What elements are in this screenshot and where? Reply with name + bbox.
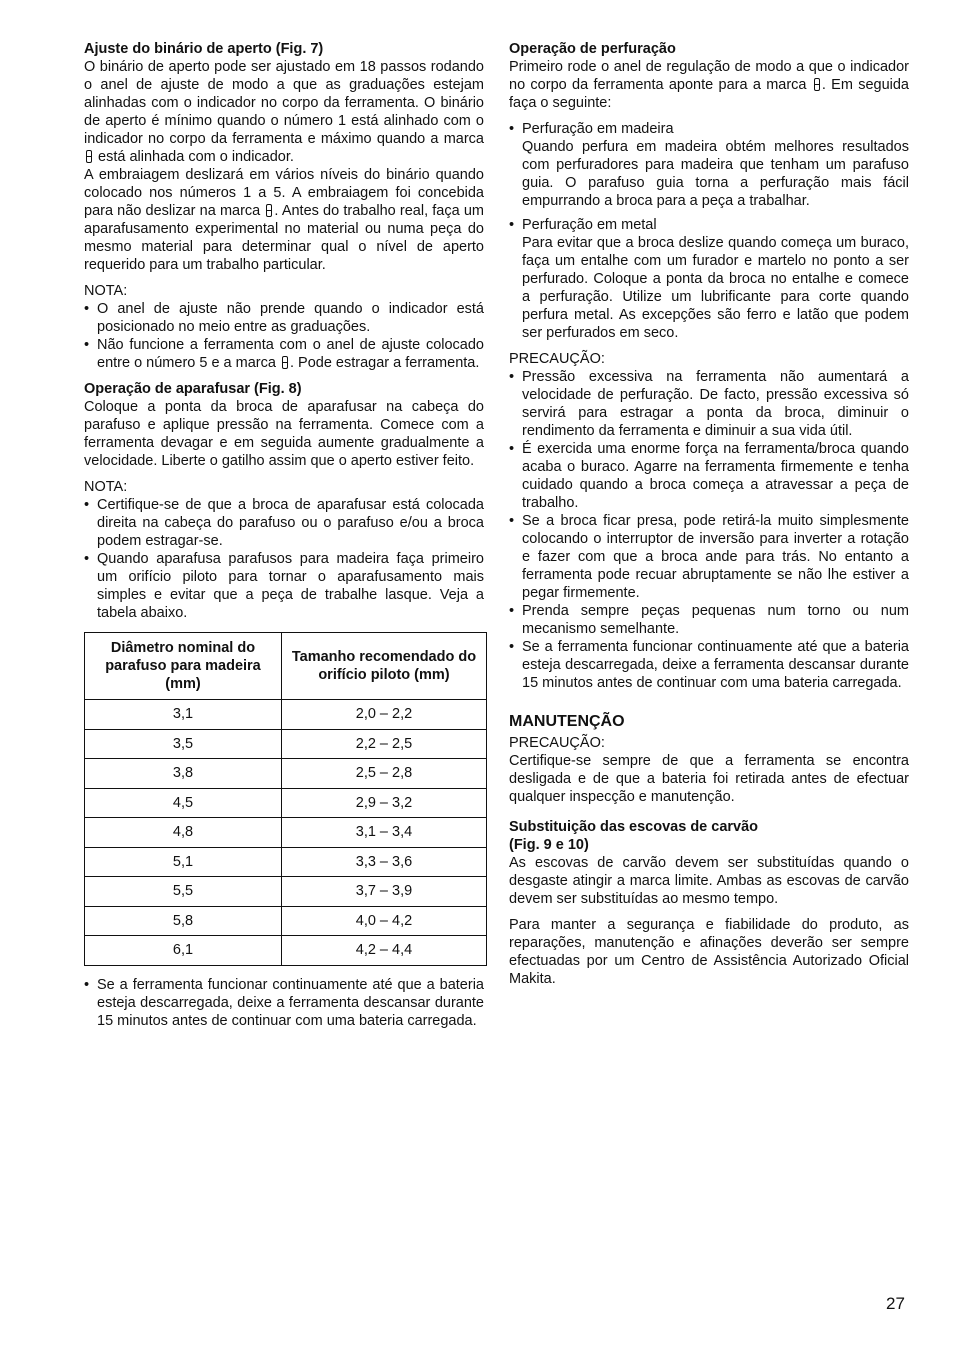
table-row: 5,8 4,0 – 4,2 [85, 906, 487, 936]
paragraph: A embraiagem deslizará em vários níveis do binário quando colocado nos números 1 a 5. A embraiagem foi concebida para não deslizar na marca . Antes do trabalho real, faça um aparafusamento experimental no material ou numa peça do mesmo material para determinar qual o nível de aperto requerido para um trabalho particular. [84, 167, 484, 273]
paragraph: Primeiro rode o anel de regulação de modo a que o indicador no corpo da ferramenta aponte para a marca . Em seguida faça o seguinte: [509, 59, 909, 111]
paragraph: As escovas de carvão devem ser substituídas quando o desgaste atingir a marca limite. Ambas as escovas de carvão devem ser substituídas ao mesmo tempo. [509, 855, 909, 907]
drill-mode-icon [814, 78, 820, 91]
drilling-list [509, 120, 909, 342]
table-row: 3,8 2,5 – 2,8 [85, 759, 487, 789]
list-item-text: Para evitar que a broca deslize quando começa um buraco, faça um entalhe com um furador e martelo no ponto a ser perfurado. Coloque a ponta da broca no entalhe e comece a perfuração. Utilize um lubrificante para corte quando perfura metal. As excepções são ferro e latão que podem ser perfurados em seco. [522, 235, 909, 341]
table-row: 3,5 2,2 – 2,5 [85, 729, 487, 759]
table-row: 4,8 3,1 – 3,4 [85, 818, 487, 848]
table-header: Diâmetro nominal do parafuso para madeira (mm) [85, 633, 282, 700]
note-label: NOTA: [84, 283, 128, 299]
section-title-drilling: Operação de perfuração [509, 41, 676, 57]
drill-mode-icon [86, 150, 92, 163]
note-label: NOTA: [84, 479, 128, 495]
list-item: • Quando aparafusa parafusos para madeira faça primeiro um orifício piloto para tornar o aparafusamento mais simples e evitar que a peça de trabalhe lasque. Veja a tabela abaixo. [84, 550, 484, 622]
list-item: • Pressão excessiva na ferramenta não aumentará a velocidade de perfuração. De facto, pressão excessiva só servirá para estragar a ponta da broca, diminuir o rendimento da ferramenta e diminuir a sua vida útil. [509, 368, 909, 440]
list-item-title: • Perfuração em madeira [522, 121, 674, 137]
list-item: • É exercida uma enorme força na ferramenta/broca quando acaba o buraco. Agarre na ferramenta firmemente e tenha cuidado quando a broca começa a atravessar a peça de trabalho. [509, 440, 909, 512]
pilot-hole-table [84, 632, 487, 966]
section-title-screwing: Operação de aparafusar (Fig. 8) [84, 381, 302, 397]
caution-list [509, 368, 909, 692]
left-column [84, 40, 484, 1030]
note-list [84, 976, 484, 1030]
list-item: • Não funcione a ferramenta com o anel de ajuste colocado entre o número 5 e a marca . Pode estragar a ferramenta. [84, 336, 484, 372]
table-row: 6,1 4,2 – 4,4 [85, 936, 487, 966]
list-item: • Se a broca ficar presa, pode retirá-la muito simplesmente colocando o interruptor de inversão para inverter a rotação e fazer com que a broca ande para trás. No entanto a ferramenta pode recuar abruptamente se não lhe estiver a pegar firmemente. [509, 512, 909, 602]
note-list [84, 496, 484, 622]
drill-mode-icon [266, 204, 272, 217]
section-title-brushes-fig: (Fig. 9 e 10) [509, 837, 589, 853]
table-row: 3,1 2,0 – 2,2 [85, 700, 487, 730]
table-header: Tamanho recomendado do orifício piloto (mm) [281, 633, 486, 700]
list-item: • Prenda sempre peças pequenas num torno ou num mecanismo semelhante. [509, 602, 909, 638]
table-row: 4,5 2,9 – 3,2 [85, 788, 487, 818]
paragraph: Certifique-se sempre de que a ferramenta se encontra desligada e de que a bateria foi retirada antes de efectuar qualquer inspecção e manutenção. [509, 753, 909, 805]
paragraph: Para manter a segurança e fiabilidade do produto, as reparações, manutenção e afinações deverão ser sempre efectuadas por um Centro de Assistência Autorizado Oficial Makita. [509, 917, 909, 987]
caution-label: PRECAUÇÃO: [509, 735, 605, 751]
list-item-text: Quando perfura em madeira obtém melhores resultados com perfuradores para madeira que tenham um parafuso guia. O parafuso guia torna a perfuração mais fácil empurrando a broca para a peça a trabalhar. [522, 139, 909, 209]
list-item [509, 120, 909, 210]
list-item: • Se a ferramenta funcionar continuamente até que a bateria esteja descarregada, deixe a ferramenta descansar durante 15 minutos antes de continuar com uma bateria carregada. [509, 638, 909, 692]
drill-mode-icon [282, 356, 288, 369]
paragraph: Coloque a ponta da broca de aparafusar na cabeça do parafuso e aplique pressão na ferramenta. Comece com a ferramenta devagar e em seguida aumente gradualmente a velocidade. Liberte o gatilho assim que o aperto estiver feito. [84, 399, 484, 469]
section-title-maintenance: MANUTENÇÃO [509, 713, 625, 730]
section-title-brushes: Substituição das escovas de carvão [509, 819, 759, 835]
table-row: 5,1 3,3 – 3,6 [85, 847, 487, 877]
right-column [509, 40, 909, 988]
table-row: 5,5 3,7 – 3,9 [85, 877, 487, 907]
list-item [509, 216, 909, 342]
list-item: • Se a ferramenta funcionar continuamente até que a bateria esteja descarregada, deixe a ferramenta descansar durante 15 minutos antes de continuar com uma bateria carregada. [84, 976, 484, 1030]
caution-label: PRECAUÇÃO: [509, 351, 605, 367]
list-item: • Certifique-se de que a broca de aparafusar está colocada direita na cabeça do parafuso ou o parafuso e/ou a broca podem estragar-se. [84, 496, 484, 550]
paragraph: O binário de aperto pode ser ajustado em 18 passos rodando o anel de ajuste de modo a que as graduações estejam alinhadas com o indicador no corpo da ferramenta. O binário de aperto é mínimo quando o número 1 está alinhado com o indicador no corpo da ferramenta e máximo quando a marca está alinhada com o indicador. [84, 59, 484, 165]
list-item: • O anel de ajuste não prende quando o indicador está posicionado no meio entre as graduações. [84, 300, 484, 336]
section-title-torque: Ajuste do binário de aperto (Fig. 7) [84, 41, 324, 57]
note-list [84, 300, 484, 372]
list-item-title: • Perfuração em metal [522, 217, 657, 233]
page-number: 27 [886, 1294, 905, 1313]
